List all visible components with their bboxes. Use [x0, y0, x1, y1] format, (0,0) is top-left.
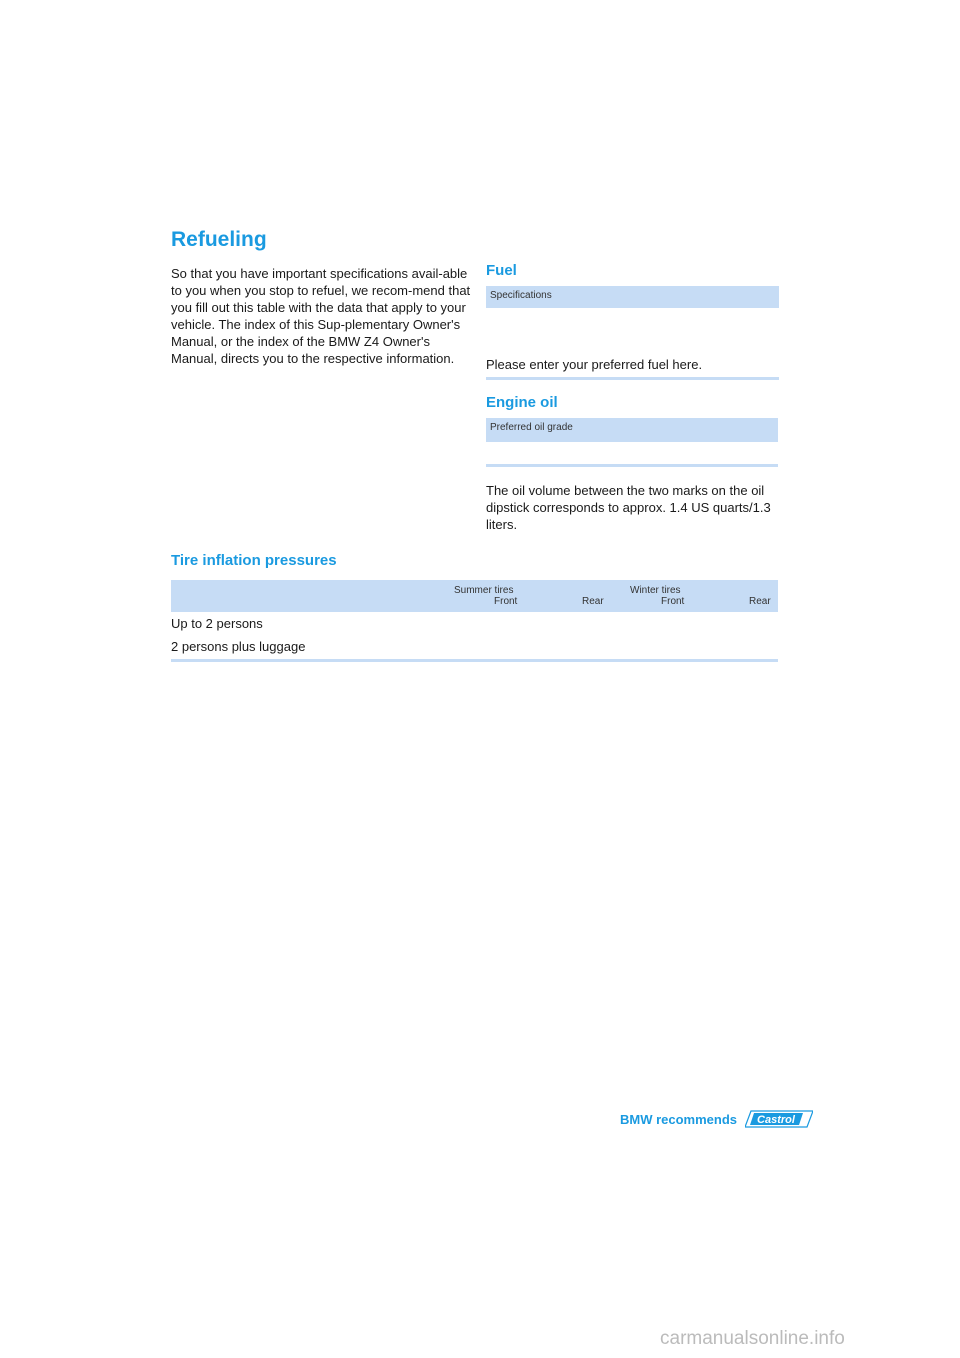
- fuel-note: Please enter your preferred fuel here.: [486, 357, 703, 372]
- bmw-recommends-text: BMW recommends: [620, 1111, 738, 1127]
- fuel-rule: [486, 377, 779, 380]
- footer-recommendation: [620, 1110, 813, 1128]
- summer-tires-header: Summer tires: [454, 585, 514, 596]
- watermark-text: carmanualsonline.info: [660, 1328, 845, 1349]
- svg-text:Castrol: Castrol: [757, 1114, 795, 1126]
- intro-text: So that you have important specifications avail-able to you when you stop to refuel, we recom-mend that you fill out this table with the data that apply to your vehicle. The index of this Sup-plementary Owner's Manual, or the index of the BMW Z4 Owner's Manual, directs you to the respective information.: [171, 266, 471, 366]
- fuel-spec-label: Specifications: [490, 290, 552, 301]
- winter-tires-header: Winter tires: [630, 585, 681, 596]
- oil-note: The oil volume between the two marks on the oil dipstick corresponds to approx. 1.4 US quarts/1.3 liters.: [486, 483, 771, 532]
- table-row-label: Up to 2 persons: [171, 616, 263, 631]
- table-row-label: 2 persons plus luggage: [171, 639, 306, 654]
- summer-rear-header: Rear: [582, 596, 604, 607]
- tire-table-rule: [171, 659, 778, 662]
- oil-grade-bar: [486, 418, 778, 442]
- tire-pressure-heading: Tire inflation pressures: [171, 552, 337, 569]
- tire-table-header: [171, 580, 778, 612]
- fuel-spec-bar: [486, 286, 779, 308]
- castrol-logo-icon: [745, 1110, 813, 1128]
- oil-grade-label: Preferred oil grade: [490, 422, 573, 433]
- oil-rule: [486, 464, 778, 467]
- engine-oil-heading: Engine oil: [486, 394, 558, 411]
- winter-rear-header: Rear: [749, 596, 771, 607]
- fuel-heading: Fuel: [486, 262, 517, 279]
- summer-front-header: Front: [494, 596, 518, 607]
- page-title: Refueling: [171, 228, 267, 251]
- winter-front-header: Front: [661, 596, 685, 607]
